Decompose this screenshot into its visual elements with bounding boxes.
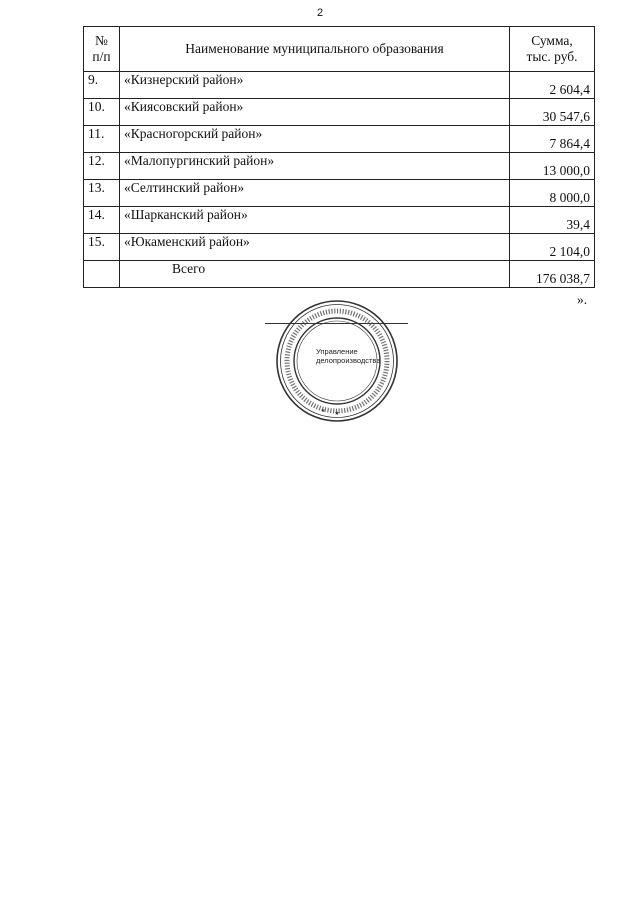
seal-text-line2: делопроизводства <box>316 356 381 365</box>
table-row <box>84 234 595 261</box>
seal-text-line1: Управление <box>316 347 358 356</box>
table-header-row <box>84 27 595 72</box>
row-number: 15. <box>84 234 120 261</box>
row-name: «Юкаменский район» <box>120 234 510 261</box>
header-number-line1: № <box>95 33 108 49</box>
total-number-cell <box>84 261 120 288</box>
header-number <box>84 27 120 72</box>
row-number: 10. <box>84 99 120 126</box>
row-name: «Шарканский район» <box>120 207 510 234</box>
row-sum: 13 000,0 <box>510 153 595 180</box>
table-row <box>84 99 595 126</box>
allocation-table <box>83 26 595 288</box>
svg-text:★: ★ <box>334 411 340 417</box>
row-name: «Красногорский район» <box>120 126 510 153</box>
header-sum <box>510 27 595 72</box>
svg-text:★: ★ <box>320 408 326 414</box>
row-sum: 39,4 <box>510 207 595 234</box>
row-number: 9. <box>84 72 120 99</box>
row-number: 13. <box>84 180 120 207</box>
row-number: 12. <box>84 153 120 180</box>
row-sum: 7 864,4 <box>510 126 595 153</box>
table-total-row <box>84 261 595 288</box>
row-name: «Кизнерский район» <box>120 72 510 99</box>
row-number: 11. <box>84 126 120 153</box>
row-sum: 30 547,6 <box>510 99 595 126</box>
row-name: «Селтинский район» <box>120 180 510 207</box>
closing-quote-mark: ». <box>577 292 588 307</box>
row-number: 14. <box>84 207 120 234</box>
row-name: «Малопургинский район» <box>120 153 510 180</box>
table-row <box>84 126 595 153</box>
row-sum: 8 000,0 <box>510 180 595 207</box>
table-row <box>84 153 595 180</box>
table-row <box>84 207 595 234</box>
header-name: Наименование муниципального образования <box>120 27 510 72</box>
table-row <box>84 72 595 99</box>
header-sum-line2: тыс. руб. <box>526 49 578 64</box>
page-number: 2 <box>316 7 324 19</box>
row-sum: 2 604,4 <box>510 72 595 99</box>
seal-center-text <box>316 347 386 365</box>
row-sum: 2 104,0 <box>510 234 595 261</box>
total-sum: 176 038,7 <box>510 261 595 288</box>
total-label: Всего <box>120 261 510 288</box>
row-name: «Киясовский район» <box>120 99 510 126</box>
header-number-line2: п/п <box>92 49 111 64</box>
table-row <box>84 180 595 207</box>
header-sum-line1: Сумма, <box>531 33 573 49</box>
